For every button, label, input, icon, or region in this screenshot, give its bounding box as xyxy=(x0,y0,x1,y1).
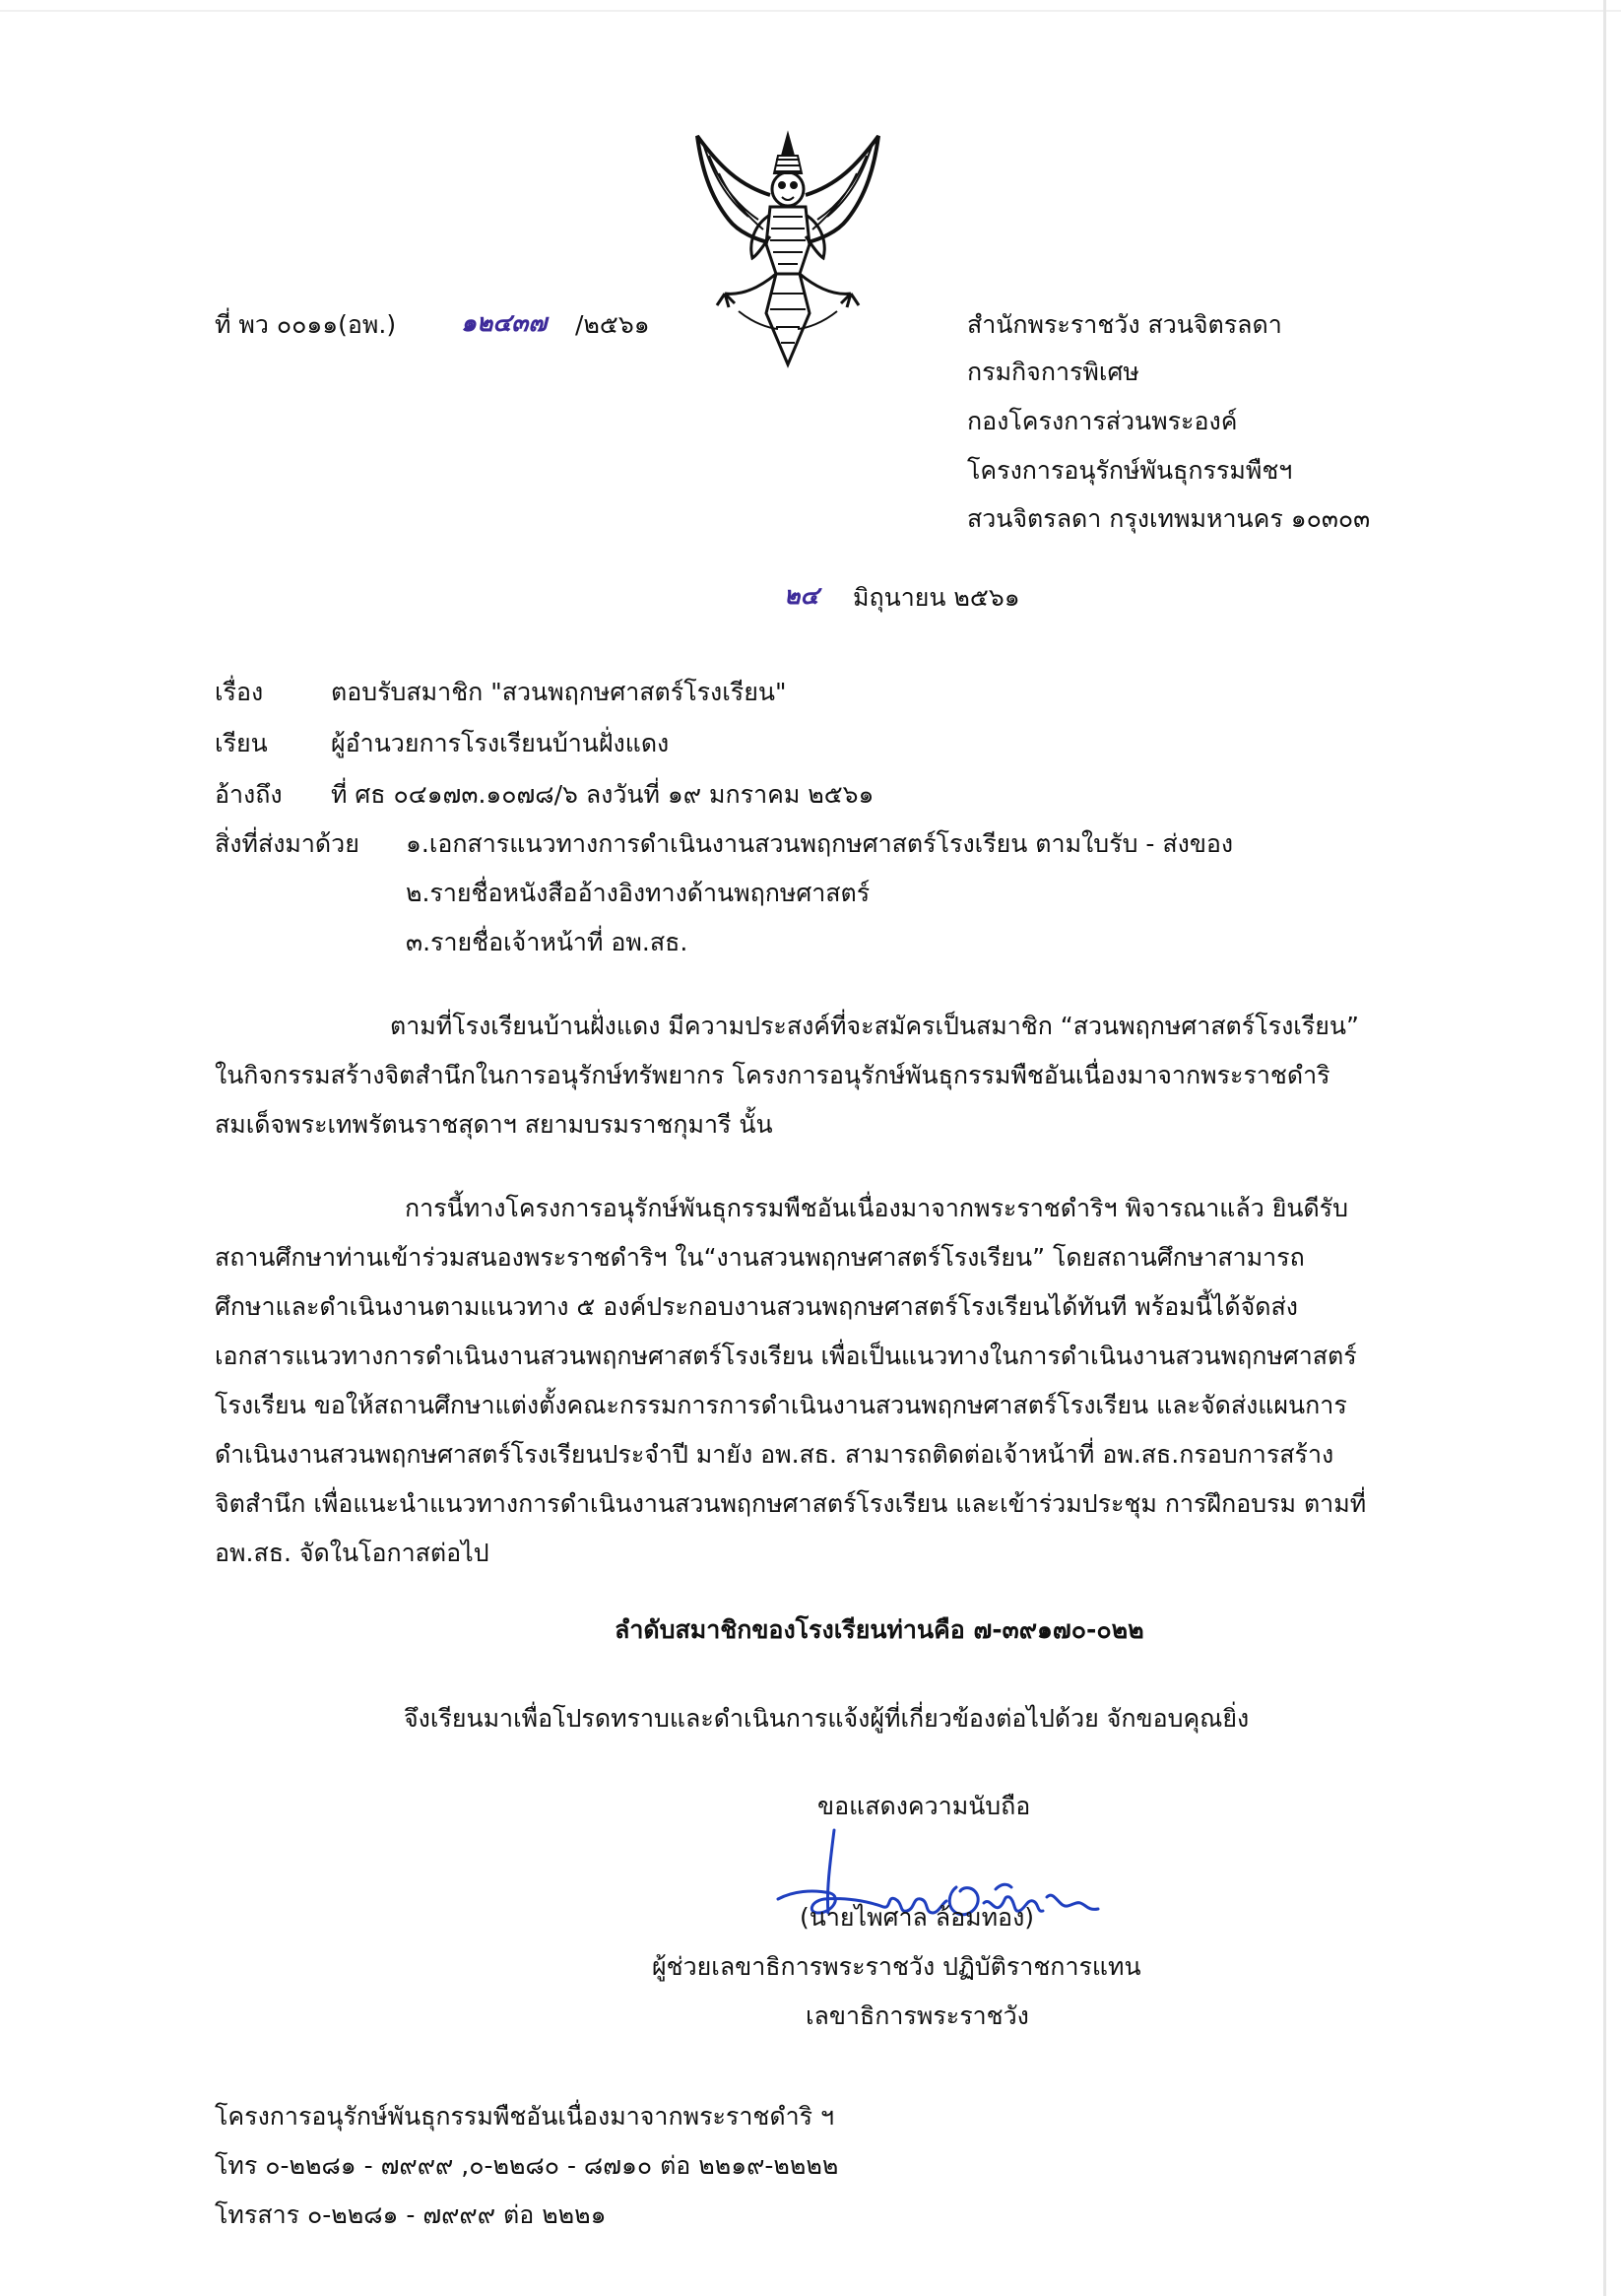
date-day-handwritten: ๒๔ xyxy=(784,581,819,610)
paragraph-1-line-2: ในกิจกรรมสร้างจิตสำนึกในการอนุรักษ์ทรัพยากร โครงการอนุรักษ์พันธุกรรมพืชอันเนื่องมาจากพระราชดำริ xyxy=(215,1061,1330,1089)
to-label: เรียน xyxy=(215,729,268,757)
sender-line-1: สำนักพระราชวัง สวนจิตรลดา xyxy=(967,310,1282,339)
salutation: ขอแสดงความนับถือ xyxy=(817,1792,1031,1820)
signatory-position-1: ผู้ช่วยเลขาธิการพระราชวัง ปฏิบัติราชการแทน xyxy=(652,1952,1141,1981)
reference-number-handwritten: ๑๒๔๓๗ xyxy=(461,308,548,337)
paragraph-2-line-6: ดำเนินงานสวนพฤกษศาสตร์โรงเรียนประจำปี มายัง อพ.สธ. สามารถติดต่อเจ้าหน้าที่ อพ.สธ.กรอบการสร้าง xyxy=(215,1440,1334,1469)
signatory-name: (นายไพศาล ล้อมทอง) xyxy=(800,1903,1035,1932)
scan-edge-top xyxy=(0,10,1621,12)
sender-line-4: โครงการอนุรักษ์พันธุกรรมพืชฯ xyxy=(967,456,1293,485)
paragraph-1-line-1: ตามที่โรงเรียนบ้านฝั่งแดง มีความประสงค์ที่จะสมัครเป็นสมาชิก “สวนพฤกษศาสตร์โรงเรียน” xyxy=(390,1012,1359,1040)
enclosure-item-3: ๓.รายชื่อเจ้าหน้าที่ อพ.สธ. xyxy=(406,928,688,956)
paragraph-2-line-3: ศึกษาและดำเนินงานตามแนวทาง ๕ องค์ประกอบงานสวนพฤกษศาสตร์โรงเรียนได้ทันที พร้อมนี้ได้จัดส่ง xyxy=(215,1292,1298,1321)
paragraph-2-line-1: การนี้ทางโครงการอนุรักษ์พันธุกรรมพืชอันเนื่องมาจากพระราชดำริฯ พิจารณาแล้ว ยินดีรับ xyxy=(405,1194,1348,1222)
enclosure-label: สิ่งที่ส่งมาด้วย xyxy=(215,829,359,858)
date-month-year: มิถุนายน ๒๕๖๑ xyxy=(853,583,1020,612)
reference-label: อ้างถึง xyxy=(215,780,283,809)
paragraph-2-line-4: เอกสารแนวทางการดำเนินงานสวนพฤกษศาสตร์โรงเรียน เพื่อเป็นแนวทางในการดำเนินงานสวนพฤกษศาสตร์ xyxy=(215,1342,1357,1370)
footer-phone: โทร ๐-๒๒๘๑ - ๗๙๙๙ ,๐-๒๒๘๐ - ๘๗๑๐ ต่อ ๒๒๑๙-๒๒๒๒ xyxy=(215,2151,839,2180)
enclosure-item-1: ๑.เอกสารแนวทางการดำเนินงานสวนพฤกษศาสตร์โรงเรียน ตามใบรับ - ส่งของ xyxy=(406,829,1234,858)
paragraph-2-line-8: อพ.สธ. จัดในโอกาสต่อไป xyxy=(215,1539,489,1567)
enclosure-item-2: ๒.รายชื่อหนังสืออ้างอิงทางด้านพฤกษศาสตร์ xyxy=(406,879,871,907)
reference-text: ที่ ศธ ๐๔๑๗๓.๑๐๗๘/๖ ลงวันที่ ๑๙ มกราคม ๒๕๖๑ xyxy=(331,780,875,809)
subject-text: ตอบรับสมาชิก "สวนพฤกษศาสตร์โรงเรียน" xyxy=(331,678,787,706)
sender-line-5: สวนจิตรลดา กรุงเทพมหานคร ๑๐๓๐๓ xyxy=(967,504,1371,533)
member-number-line: ลำดับสมาชิกของโรงเรียนท่านคือ ๗-๓๙๑๗๐-๐๒๒ xyxy=(615,1615,1144,1644)
sender-line-2: กรมกิจการพิเศษ xyxy=(967,358,1139,386)
reference-prefix: ที่ พว ๐๐๑๑(อพ.) xyxy=(215,310,397,339)
footer-organization: โครงการอนุรักษ์พันธุกรรมพืชอันเนื่องมาจากพระราชดำริ ฯ xyxy=(215,2102,835,2131)
garuda-emblem-icon xyxy=(680,126,896,372)
paragraph-2-line-5: โรงเรียน ขอให้สถานศึกษาแต่งตั้งคณะกรรมการการดำเนินงานสวนพฤกษศาสตร์โรงเรียน และจัดส่งแผนการ xyxy=(215,1391,1347,1419)
closing-sentence: จึงเรียนมาเพื่อโปรดทราบและดำเนินการแจ้งผู้ที่เกี่ยวข้องต่อไปด้วย จักขอบคุณยิ่ง xyxy=(404,1704,1250,1733)
subject-label: เรื่อง xyxy=(215,678,264,706)
scan-edge-right xyxy=(1603,0,1606,2296)
reference-year: /๒๕๖๑ xyxy=(575,310,650,339)
paragraph-2-line-2: สถานศึกษาท่านเข้าร่วมสนองพระราชดำริฯ ใน“งานสวนพฤกษศาสตร์โรงเรียน” โดยสถานศึกษาสามารถ xyxy=(215,1243,1305,1272)
paragraph-1-line-3: สมเด็จพระเทพรัตนราชสุดาฯ สยามบรมราชกุมารี นั้น xyxy=(215,1110,773,1139)
to-text: ผู้อำนวยการโรงเรียนบ้านฝั่งแดง xyxy=(331,729,670,757)
signatory-position-2: เลขาธิการพระราชวัง xyxy=(806,2001,1029,2030)
sender-line-3: กองโครงการส่วนพระองค์ xyxy=(967,407,1238,435)
paragraph-2-line-7: จิตสำนึก เพื่อแนะนำแนวทางการดำเนินงานสวนพฤกษศาสตร์โรงเรียน และเข้าร่วมประชุม การฝึกอบรม ตามที่ xyxy=(215,1489,1367,1518)
footer-fax: โทรสาร ๐-๒๒๘๑ - ๗๙๙๙ ต่อ ๒๒๒๑ xyxy=(215,2200,607,2229)
